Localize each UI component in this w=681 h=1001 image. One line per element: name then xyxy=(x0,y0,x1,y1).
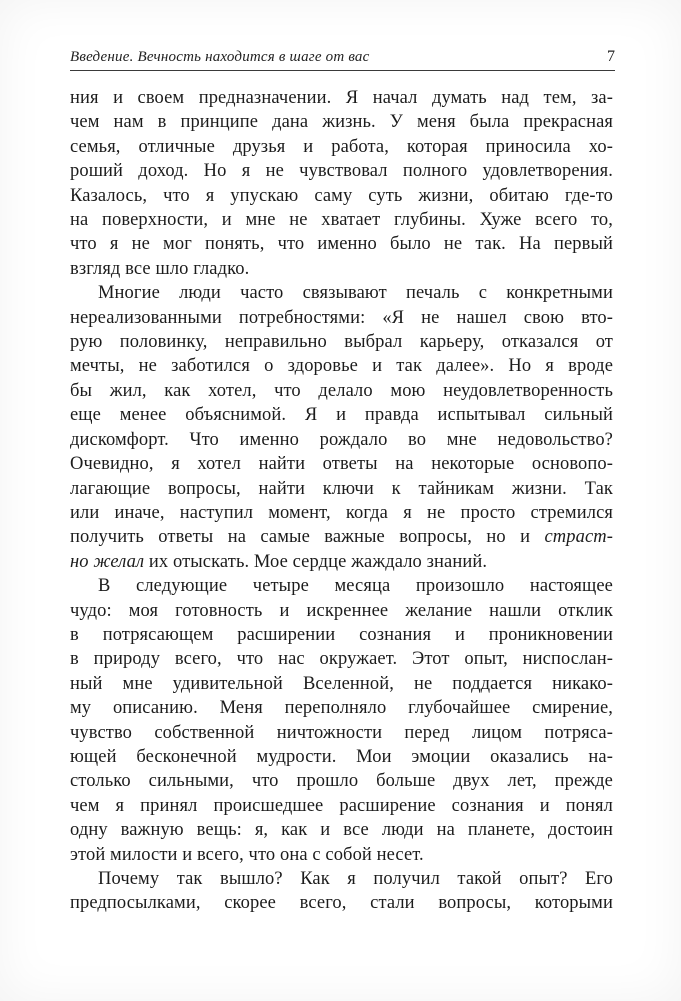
running-head: Введение. Вечность находится в шаге от вас xyxy=(70,49,370,65)
text-segment: получить ответы на самые важные вопросы, но и xyxy=(70,527,545,548)
text-line xyxy=(70,550,613,574)
text-line: этой милости и всего, что она с собой несет. xyxy=(70,844,424,865)
text-line: в природу всего, что нас окружает. Этот опыт, ниспослан- xyxy=(70,649,613,670)
body-text xyxy=(70,86,613,916)
text-line: или иначе, наступил момент, когда я не просто стремился xyxy=(70,502,613,523)
text-line: Многие люди часто связывают печаль с конкретными xyxy=(98,283,613,304)
text-line: ющей бесконечной мудрости. Мои эмоции оказались на- xyxy=(70,746,613,767)
text-line: одну важную вещь: я, как и все люди на планете, достоин xyxy=(70,820,613,841)
text-line: столько сильными, что прошло больше двух лет, прежде xyxy=(70,771,613,792)
text-line: рую половинку, неправильно выбрал карьеру, отказался от xyxy=(70,332,613,353)
text-line: чем нам в принципе дана жизнь. У меня была прекрасная xyxy=(70,112,613,133)
text-line: ния и своем предназначении. Я начал думать над тем, за- xyxy=(70,88,613,108)
text-line: Очевидно, я хотел найти ответы на некоторые основопо- xyxy=(70,454,613,475)
text-line: чем я принял происшедшее расширение сознания и понял xyxy=(70,795,613,816)
text-line: предпосылками, скорее всего, стали вопросы, которыми xyxy=(70,893,613,914)
text-line: нереализованными потребностями: «Я не нашел свою вто- xyxy=(70,307,613,328)
text-line: лагающие вопросы, найти ключи к тайникам жизни. Так xyxy=(70,478,613,499)
paragraph xyxy=(70,281,613,574)
text-line: чудо: моя готовность и искреннее желание нашли отклик xyxy=(70,600,613,621)
text-line: мечты, не заботился о здоровье и так далее». Но я вроде xyxy=(70,356,613,377)
text-line: Почему так вышло? Как я получил такой опыт? Его xyxy=(98,869,613,889)
text-line: взгляд все шло гладко. xyxy=(70,258,250,279)
text-segment: их отыскать. Мое сердце жаждало знаний. xyxy=(144,551,488,572)
paragraph xyxy=(70,867,613,916)
text-line: что я не мог понять, что именно было не так. На первый xyxy=(70,234,613,255)
header-rule xyxy=(70,70,615,71)
text-line: В следующие четыре месяца произошло настоящее xyxy=(98,576,613,597)
emphasis-text: страст- xyxy=(544,527,613,548)
text-line xyxy=(70,525,613,549)
page-number: 7 xyxy=(607,48,615,65)
text-line: чувство собственной ничтожности перед лицом потряса- xyxy=(70,722,613,743)
text-line: на поверхности, и мне не хватает глубины. Хуже всего то, xyxy=(70,210,613,231)
text-line: ный мне удивительной Вселенной, не поддается никако- xyxy=(70,673,613,694)
text-line: дискомфорт. Что именно рождало во мне недовольство? xyxy=(70,429,613,450)
text-line: Казалось, что я упускаю саму суть жизни, обитаю где-то xyxy=(70,185,613,206)
text-line: бы жил, как хотел, что делало мою неудовлетворенность xyxy=(70,380,613,401)
text-line: еще менее объяснимой. Я и правда испытывал сильный xyxy=(70,405,613,426)
emphasis-text: но желал xyxy=(70,551,145,572)
text-line: му описанию. Меня переполняло глубочайшее смирение, xyxy=(70,698,613,719)
paragraph xyxy=(70,86,613,281)
text-line: в потрясающем расширении сознания и проникновении xyxy=(70,624,613,645)
page-header xyxy=(70,48,615,66)
text-line: семья, отличные друзья и работа, которая приносила хо- xyxy=(70,136,613,157)
paragraph xyxy=(70,574,613,867)
text-line: роший доход. Но я не чувствовал полного удовлетворения. xyxy=(70,161,613,182)
